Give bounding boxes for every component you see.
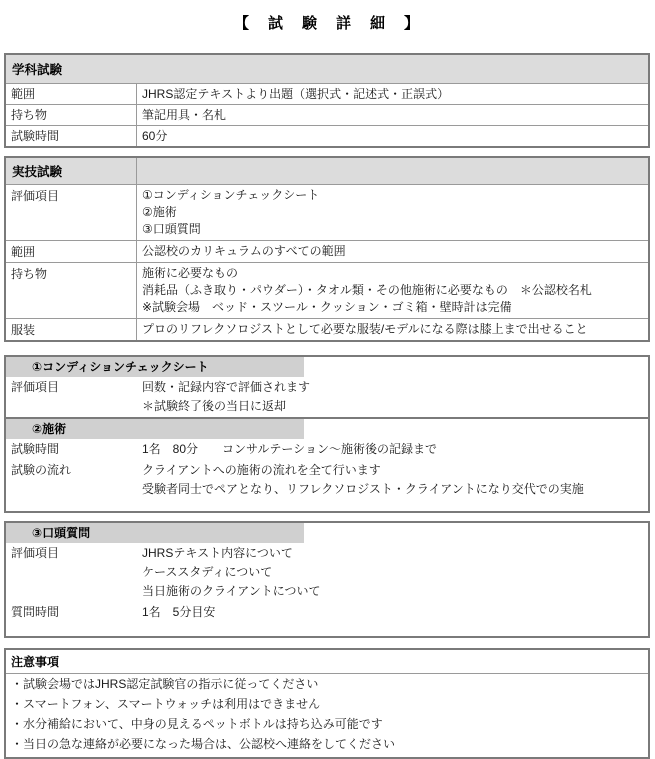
row-content — [137, 439, 648, 460]
row-content — [137, 319, 648, 340]
content-line: 施術に必要なもの — [142, 266, 239, 280]
content-line: ケーススタディについて — [142, 565, 273, 579]
content-line: 当日施術のクライアントについて — [142, 584, 321, 598]
table-row — [6, 125, 648, 146]
table-row — [6, 543, 648, 602]
row-label: 試験時間 — [11, 442, 60, 456]
page-title: 【 試 験 詳 細 】 — [233, 15, 421, 32]
section-oral-questions-rows — [6, 543, 648, 623]
row-content — [137, 185, 648, 240]
content-line: 消耗品（ふき取り・パウダー）・タオル類・その他施術に必要なもの ＊公認校名札 — [142, 283, 592, 297]
row-label: 試験時間 — [6, 126, 137, 146]
practical-exam-rows — [6, 184, 648, 340]
table-row — [6, 83, 648, 104]
written-exam-table — [4, 53, 650, 148]
section-treatment-header: ②施術 — [6, 419, 304, 439]
content-line: 1名 5分目安 — [142, 605, 216, 619]
section-condition-check-sheet-rows — [6, 377, 648, 417]
table-row — [6, 240, 648, 262]
row-content — [137, 377, 648, 417]
section-treatment — [4, 417, 650, 513]
row-content — [137, 241, 648, 262]
row-content — [137, 602, 648, 623]
exam-detail-document — [0, 12, 655, 759]
practical-exam-header: 実技試験 — [6, 158, 137, 184]
table-row — [6, 460, 648, 500]
note-item: ・当日の急な連絡が必要になった場合は、公認校へ連絡をしてください — [11, 737, 396, 751]
row-label: 評価項目 — [11, 380, 60, 394]
content-line: ＊試験終了後の当日に返却 — [142, 399, 287, 413]
row-content — [137, 126, 648, 146]
content-line: クライアントへの施術の流れを全て行います — [142, 463, 381, 477]
content-line: 受験者同士でペアとなり、リフレクソロジスト・クライアントになり交代での実施 — [142, 482, 584, 496]
row-label: 質問時間 — [11, 605, 60, 619]
section-oral-questions — [4, 521, 650, 638]
notes-header: 注意事項 — [6, 650, 648, 674]
content-line: ③口頭質問 — [142, 222, 201, 236]
section-treatment-rows — [6, 439, 648, 500]
note-item: ・試験会場ではJHRS認定試験官の指示に従ってください — [11, 677, 319, 691]
table-row — [6, 184, 648, 240]
content-line: JHRS認定テキストより出題（選択式・記述式・正誤式） — [142, 87, 450, 101]
section-condition-check-sheet — [4, 355, 650, 417]
practical-exam-header-empty-cell — [137, 158, 648, 184]
note-item: ・水分補給において、中身の見えるペットボトルは持ち込み可能です — [11, 717, 383, 731]
row-label: 範囲 — [6, 241, 137, 262]
row-content — [137, 543, 648, 602]
table-row — [6, 377, 648, 417]
row-content — [137, 263, 648, 318]
content-line: 回数・記録内容で評価されます — [142, 380, 311, 394]
content-line: 60分 — [142, 129, 168, 143]
section-oral-questions-header: ③口頭質問 — [6, 523, 304, 543]
content-line: ②施術 — [142, 205, 177, 219]
row-label: 評価項目 — [6, 185, 137, 240]
content-line: 公認校のカリキュラムのすべての範囲 — [142, 244, 346, 258]
row-label: 範囲 — [6, 84, 137, 104]
row-label: 服装 — [6, 319, 137, 340]
notes-box — [4, 648, 650, 759]
written-exam-rows — [6, 83, 648, 146]
content-line: ※試験会場 ベッド・スツール・クッション・ゴミ箱・壁時計は完備 — [142, 300, 512, 314]
practical-exam-table — [4, 156, 650, 342]
content-line: ①コンディションチェックシート — [142, 188, 320, 202]
row-label: 試験の流れ — [11, 463, 72, 477]
row-label: 評価項目 — [11, 546, 60, 560]
row-content — [137, 84, 648, 104]
content-line: 1名 80分 コンサルテーション～施術後の記録まで — [142, 442, 437, 456]
written-exam-header: 学科試験 — [6, 55, 648, 83]
row-content — [137, 105, 648, 125]
table-row — [6, 318, 648, 340]
section-condition-check-sheet-header: ①コンディションチェックシート — [6, 357, 304, 377]
table-row — [6, 602, 648, 623]
content-line: プロのリフレクソロジストとして必要な服装/モデルになる際は膝上まで出せること — [142, 322, 588, 336]
notes-list — [6, 674, 648, 754]
note-item: ・スマートフォン、スマートウォッチは利用はできません — [11, 697, 321, 711]
row-content — [137, 460, 648, 500]
row-label: 持ち物 — [6, 105, 137, 125]
table-row — [6, 262, 648, 318]
table-row — [6, 104, 648, 125]
practical-exam-header-row — [6, 158, 648, 184]
content-line: 筆記用具・名札 — [142, 108, 227, 122]
row-label: 持ち物 — [6, 263, 137, 318]
table-row — [6, 439, 648, 460]
content-line: JHRSテキスト内容について — [142, 546, 293, 560]
